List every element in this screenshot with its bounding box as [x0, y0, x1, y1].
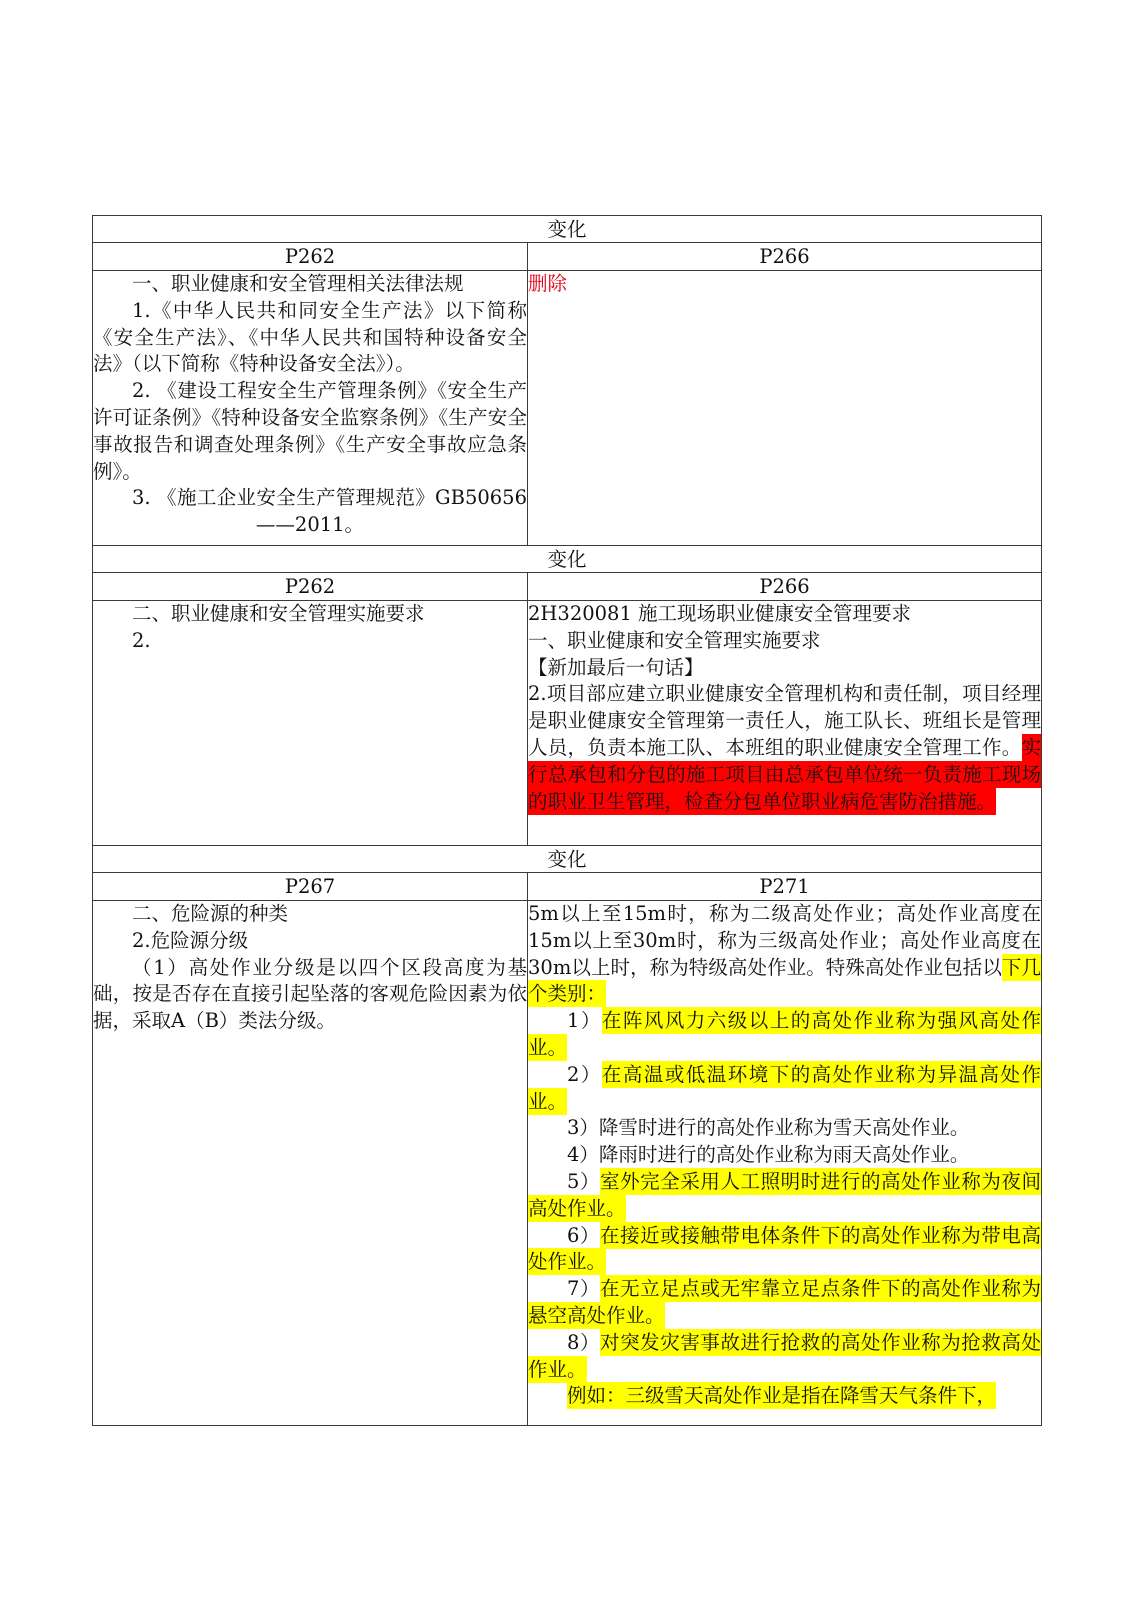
- old-content-cell: [93, 601, 528, 846]
- list-item-number: 2）: [567, 1062, 602, 1086]
- list-item-text: 在接近或接触带电体条件下的高处作业称为带电高处作业。: [528, 1223, 1041, 1274]
- new-page-number: P266: [528, 243, 1042, 271]
- paragraph: [528, 901, 1041, 1008]
- section-heading: 二、职业健康和安全管理实施要求: [132, 602, 425, 625]
- paragraph-text: 5m以上至15m时，称为二级高处作业；高处作业高度在15m以上至30m时，称为三级高处作业；高处作业高度在30m以上时，称为特级高处作业。特殊高处作业包括以: [528, 902, 1042, 979]
- editor-note: 【新加最后一句话】: [528, 655, 704, 679]
- new-content-cell: [528, 601, 1042, 846]
- list-item: [528, 1062, 1041, 1116]
- page-number-row: [93, 873, 1042, 901]
- page-number-row: [93, 573, 1042, 601]
- new-page-number: P271: [528, 873, 1042, 901]
- old-content-cell: [93, 271, 528, 546]
- list-item-number: 8）: [567, 1330, 601, 1354]
- content-row: [93, 901, 1042, 1426]
- list-item: [528, 1115, 1041, 1142]
- paragraph: 3. 《施工企业安全生产管理规范》GB50656——2011。: [132, 486, 527, 537]
- code-title: 2H320081 施工现场职业健康安全管理要求: [528, 602, 912, 625]
- list-item-text: 降雪时进行的高处作业称为雪天高处作业。: [598, 1116, 970, 1140]
- list-item-text: 在高温或低温环境下的高处作业称为异温高处作业。: [528, 1062, 1041, 1113]
- new-content-cell: [528, 901, 1042, 1426]
- list-item-number: 4）: [567, 1143, 599, 1167]
- highlighted-text: 下几个类别：: [528, 955, 1041, 1006]
- content-row: [93, 601, 1042, 846]
- list-item-number: 3）: [567, 1116, 599, 1140]
- change-label: 变化: [93, 546, 1042, 573]
- change-label: 变化: [93, 216, 1042, 243]
- highlighted-text: 实行总承包和分包的施工项目由总承包单位统一负责施工现场的职业卫生管理，检查分包单位职业病危害防治措施。: [528, 735, 1042, 813]
- new-content-cell: [528, 271, 1042, 546]
- comparison-table: [92, 215, 1042, 1426]
- change-label: 变化: [93, 846, 1042, 873]
- list-item-text: 在阵风风力六级以上的高处作业称为强风高处作业。: [528, 1009, 1041, 1059]
- section-heading: 一、职业健康和安全管理相关法律法规: [132, 272, 464, 295]
- paragraph: 2. 《建设工程安全生产管理条例》《安全生产许可证条例》《特种设备安全监察条例》《生产安全事故报告和调查处理条例》《生产安全事故应急条例》。: [93, 379, 527, 483]
- list-item-text: 降雨时进行的高处作业称为雨天高处作业。: [598, 1143, 970, 1167]
- list-item-number: 1）: [567, 1009, 602, 1033]
- paragraph: 2.: [132, 628, 151, 652]
- change-row: [93, 846, 1042, 873]
- list-item-text: 对突发灾害事故进行抢救的高处作业称为抢救高处作业。: [528, 1330, 1041, 1381]
- highlighted-text: 例如：三级雪天高处作业是指在降雪天气条件下，: [567, 1384, 997, 1408]
- section-heading: 一、职业健康和安全管理实施要求: [528, 628, 821, 652]
- page-number-row: [93, 243, 1042, 271]
- list-item-number: 7）: [567, 1277, 601, 1301]
- list-item: [528, 1142, 1041, 1169]
- paragraph: （1）高处作业分级是以四个区段高度为基础，按是否存在直接引起坠落的客观危险因素为依据，采取A（B）类法分级。: [93, 955, 527, 1033]
- subheading: 2.危险源分级: [132, 928, 249, 952]
- paragraph: 1.《中华人民共和同安全生产法》以下简称《安全生产法》、《中华人民共和国特种设备安全法》（以下简称《特种设备安全法》）。: [93, 298, 527, 376]
- section-heading: 二、危险源的种类: [132, 902, 289, 925]
- list-item: [528, 1223, 1041, 1277]
- old-content-cell: [93, 901, 528, 1426]
- change-row: [93, 216, 1042, 243]
- list-item-number: 5）: [567, 1169, 601, 1193]
- paragraph-text: 2.项目部应建立职业健康安全管理机构和责任制，项目经理是职业健康安全管理第一责任人，施工队长、班组长是管理人员，负责本施工队、本班组的职业健康安全管理工作。: [528, 682, 1042, 759]
- list-item: [528, 1008, 1041, 1062]
- list-item: [528, 1276, 1041, 1330]
- old-page-number: P262: [93, 243, 528, 271]
- content-row: [93, 271, 1042, 546]
- new-page-number: P266: [528, 573, 1042, 601]
- list-item: [528, 1330, 1041, 1384]
- example-paragraph: [528, 1383, 1041, 1410]
- old-page-number: P262: [93, 573, 528, 601]
- list-item-number: 6）: [567, 1223, 601, 1247]
- deleted-marker: 删除: [528, 272, 568, 295]
- old-page-number: P267: [93, 873, 528, 901]
- change-row: [93, 546, 1042, 573]
- list-item: [528, 1169, 1041, 1223]
- list-item-text: 室外完全采用人工照明时进行的高处作业称为夜间高处作业。: [528, 1169, 1041, 1220]
- paragraph: [528, 681, 1041, 815]
- list-item-text: 在无立足点或无牢靠立足点条件下的高处作业称为悬空高处作业。: [528, 1277, 1041, 1327]
